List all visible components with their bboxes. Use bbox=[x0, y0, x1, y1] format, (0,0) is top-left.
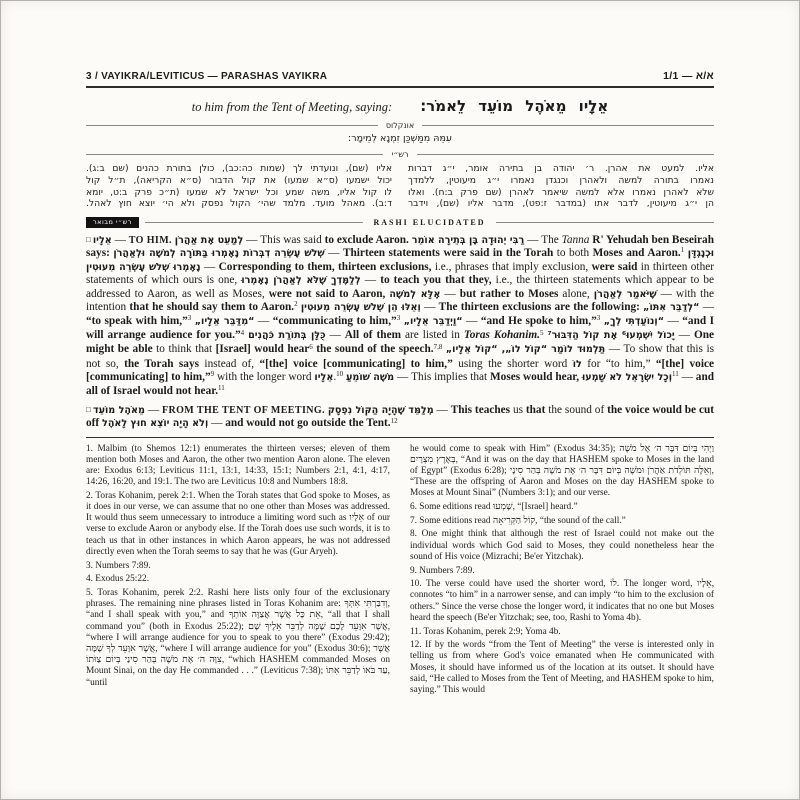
footnote-text: One might think that although the rest of Israel could not make out the individual words which God said to Moses, they could nonetheless hear the sound of His voice (Mizrachi; Be'er Yitzchak). bbox=[410, 529, 715, 562]
text-run: — bbox=[462, 314, 481, 327]
footnote-text: Toras Kohanim, perek 2:1. When the Torah states that God spoke to Moses, as it does in our verse, we can assume that no one other than Moses was addressed. It would thus seem unnecessary to introduce a limiting word such as אֵלָיו of our verse to exclude Aaron or anybody else. If the Torah does use such words, it is to teach us that in other instances in which Aaron appears, he was not addressed directly even when the Torah seems to say that he was (Gur Aryeh). bbox=[86, 490, 390, 557]
text-run: One might be able bbox=[86, 329, 715, 356]
footnote-text: Toras Kohanim, perek 2:9; Yoma 4b. bbox=[423, 626, 561, 637]
text-run: instead of, bbox=[199, 357, 260, 370]
footnote-number: 3. bbox=[86, 560, 96, 571]
divider-line bbox=[86, 125, 378, 126]
text-run: in thirteen other statements of which ours is one, bbox=[86, 261, 714, 287]
text-run: — bbox=[433, 404, 451, 417]
footnote-item bbox=[410, 627, 714, 638]
text-run: — To show that this is not so, bbox=[86, 343, 714, 370]
onkelos-label: אונקלוס bbox=[385, 121, 415, 130]
text-run: “and He spoke to him,” bbox=[480, 314, 597, 327]
text-run: R' Yehudah ben Beseirah says: bbox=[86, 233, 714, 259]
footnote-text: Exodus 25:22. bbox=[95, 574, 150, 585]
text-run: — This was said bbox=[243, 233, 325, 246]
text-run: — with the intention bbox=[86, 287, 714, 313]
hebrew-phrase: “וַיְדַבֵּר אֵלָיו„ bbox=[403, 315, 463, 327]
text-run: were said bbox=[591, 261, 638, 274]
rashi-line: שלא לאהרן נאמרו אלא למשה שיאמר לאהרן (שם פרק ב:ח). ואלו bbox=[408, 186, 714, 198]
footnote-number: 4. bbox=[86, 574, 96, 585]
rashi-line: הן י״ג מיעוטין, לדבר אתו (במדבר ז:פט), מדבר אליו (שם), וידבר bbox=[408, 198, 714, 210]
text-run: us bbox=[510, 404, 526, 417]
rashi-column-right bbox=[408, 163, 714, 210]
text-run: TO HIM. bbox=[128, 234, 172, 246]
footnote-text: Numbers 7:89. bbox=[419, 565, 475, 576]
text-run: Toras Kohanim. bbox=[463, 329, 540, 342]
hebrew-phrase: מֹשֶׁה שׁוֹמֵעַ bbox=[346, 371, 395, 383]
footnote-ref: 11 bbox=[672, 370, 679, 379]
footnote-item bbox=[410, 444, 714, 500]
elucidated-paragraph-tent-of-meeting bbox=[86, 404, 714, 431]
text-run: All of them bbox=[344, 329, 401, 342]
section-marker: □ bbox=[86, 405, 93, 415]
rashi-elucidated-label: RASHI ELUCIDATED bbox=[373, 217, 486, 227]
verse-hebrew: אֵלָיו מֵאֹהֶל מוֹעֵד לֵאמֹר: bbox=[420, 97, 609, 115]
hebrew-phrase: שְׁלֹשׁ עֶשְׂרֵה דִבְּרוֹת נֶאֶמְרוּ בַּתּוֹרָה לְמֹשֶׁה וּלְאַהֲרֹן bbox=[113, 247, 325, 259]
text-run: to both bbox=[553, 246, 593, 259]
text-run: — bbox=[674, 329, 694, 342]
text-run: — bbox=[678, 370, 696, 383]
text-run: Corresponding to them, thirteen exclusions, bbox=[218, 261, 432, 274]
text-run: for “to him,” bbox=[581, 357, 656, 370]
footnote-item bbox=[410, 579, 714, 624]
divider-line bbox=[417, 154, 714, 155]
footnote-item bbox=[86, 574, 390, 585]
footnote-ref: 12 bbox=[390, 416, 398, 425]
hebrew-phrase: “מִדַּבֵּר אֵלָיו„ bbox=[194, 315, 255, 327]
text-run: — bbox=[420, 300, 439, 313]
footnote-text: The verse could have used the shorter word, לוֹ. The longer word, אֵלָיו, connotes “to him” in a narrower sense, and can imply “to him to the exclusion of others.” Since the verse chose the longer word, it indicates that no one but Moses heard the speech (Be'er Yitzchak; see, too, Rashi to Yoma 4b). bbox=[410, 579, 715, 623]
text-run: — bbox=[325, 329, 345, 342]
text-run: but rather to Moses bbox=[459, 287, 559, 300]
hebrew-phrase: לְלַמֶּדְךָ שֶׁלֹּא לְאַהֲרֹן נֶאֶמְרוּ bbox=[241, 275, 361, 287]
text-run: Moses would hear, bbox=[490, 370, 580, 383]
verse-row bbox=[86, 97, 714, 115]
header-title: 3 / VAYIKRA/LEVITICUS — PARASHAS VAYIKRA bbox=[86, 71, 328, 82]
divider-line bbox=[145, 222, 363, 223]
rashi-line: ד:ב). מאהל מועד. מלמד שהי׳ הקול נפסק ולא הי׳ יוצא חוץ לאהל. bbox=[86, 198, 392, 210]
footnote-ref: 1 bbox=[680, 246, 685, 255]
rashi-line: אליו. למעט את אהרן. ר׳ יהודה בן בתירה אומר, י״ג דברות bbox=[408, 163, 714, 174]
rashi-elucidated-tab: רש״י מבואר bbox=[86, 217, 139, 228]
text-run: using the shorter word bbox=[452, 357, 573, 370]
text-run: — The bbox=[524, 233, 562, 246]
text-run: “to speak with him,” bbox=[86, 314, 188, 327]
footnote-number: 5. bbox=[86, 587, 98, 598]
footnote-number: 11. bbox=[410, 626, 424, 637]
text-run: the sound of bbox=[545, 404, 608, 417]
text-run: i.e., the thirteen statements which appear to be addressed to Aaron, as well as Moses, bbox=[86, 274, 715, 300]
hebrew-phrase: לְמַעֵט אֶת אַהֲרֹן bbox=[174, 234, 244, 246]
footnote-text: Toras Kohanim, perek 2:2. Rashi here lists only four of the exclusionary phrases. The remaining nine phrases listed in Toras Kohanim are: וְדִבַּרְתִּי אִתְּךָ, “and I shall speak with you,” and אֵת כָּל אֲשֶׁר אֲצַוֶּה אוֹתְךָ, “all that I shall command you” (both in Exodus 25:22); אֲשֶׁר אִוָּעֵד לָכֶם שָׁמָּה לְדַבֵּר אֵלֶיךָ שָׁם, “where I will arrange audience for you to speak to you there” (Exodus 29:42); אֲשֶׁר אִוָּעֵד לְךָ שָׁמָּה, “where I will arrange audience for you” (Exodus 30:6); אֲשֶׁר צִוָּה ה׳ אֶת מֹשֶׁה בְּהַר סִינַי בְּיוֹם צַוֹּתוֹ, “which HASHEM commanded Moses on Mount Sinai, on the day He commanded . . .” (Leviticus 7:38); עַד בֹּאוֹ לְדַבֵּר אִתּוֹ, “until bbox=[86, 587, 391, 688]
footnote-item bbox=[410, 516, 714, 527]
hebrew-phrase: לוֹ bbox=[572, 358, 582, 370]
text-run: to teach you that they, bbox=[380, 274, 492, 287]
text-run: The thirteen exclusions are the following: bbox=[438, 300, 640, 313]
text-run: i.e., phrases that imply exclusion, bbox=[431, 261, 592, 274]
footnote-item bbox=[410, 529, 714, 563]
text-run: “[the] voice [communicating] to him,” bbox=[86, 357, 714, 383]
text-run: are listed in bbox=[401, 329, 464, 342]
text-run: the Torah says bbox=[124, 357, 200, 370]
footnote-item bbox=[86, 561, 390, 572]
text-run: — bbox=[208, 417, 226, 430]
text-run: were not said to Aaron, bbox=[268, 287, 386, 300]
footnote-item bbox=[410, 640, 714, 696]
footnote-ref: 5 bbox=[539, 328, 544, 337]
text-run: and would not go outside the Tent. bbox=[225, 417, 391, 430]
section-marker: □ bbox=[86, 234, 93, 244]
text-run: This teaches bbox=[450, 404, 511, 417]
verse-translation: to him from the Tent of Meeting, saying: bbox=[191, 100, 393, 114]
hebrew-phrase: וְאֵלּוּ הֵן שְׁלֹשׁ עֶשְׂרֵה מִעוּטִין bbox=[300, 301, 421, 313]
hebrew-phrase: יָכוֹל יִשְׁמְעוּ⁶ אֶת קוֹל הַדִּבּוּר⁷ bbox=[547, 330, 675, 342]
footnote-ref: 3 bbox=[396, 314, 401, 323]
rashi-label: רש״י bbox=[391, 150, 409, 159]
rashi-line: נאמרו בתורה למשה ולאהרן וכנגדן נאמרו י״ג מיעוטין, ללמדך bbox=[408, 174, 714, 186]
text-run: that bbox=[525, 404, 546, 417]
hebrew-phrase: וְלֹא הָיָה יוֹצֵא חוּץ לָאֹהֶל bbox=[102, 418, 209, 430]
text-run: alone, bbox=[558, 287, 594, 300]
hebrew-phrase: אֶלָּא לְמֹשֶׁה bbox=[389, 288, 441, 300]
footnote-ref: 6 bbox=[309, 342, 313, 351]
text-run: to think that bbox=[152, 343, 216, 356]
footnotes-column-right bbox=[410, 444, 714, 699]
footnote-text: Some editions read קוֹל הַקְּרִיאָה, “the sound of the call.” bbox=[419, 515, 626, 526]
footnote-ref: 7,8 bbox=[433, 342, 443, 351]
hebrew-phrase: מְלַמֵּד שֶׁהָיָה הַקּוֹל נִפְסָק bbox=[327, 405, 434, 417]
page-header bbox=[86, 70, 714, 88]
hebrew-phrase: “לְדַבֵּר אִתּוֹ„ bbox=[643, 301, 700, 313]
text-run: — bbox=[144, 404, 162, 417]
onkelos-text: עִמֵּהּ מִמַּשְׁכַּן זִמְנָא לְמֵימָר: bbox=[348, 133, 452, 144]
header-verse-ref: 1/1 — א/א bbox=[663, 70, 714, 82]
footnote-text: Numbers 7:89. bbox=[95, 560, 151, 571]
footnote-number: 1. bbox=[86, 443, 98, 454]
hebrew-phrase: וּכְנֶגְדָּן נֶאֶמְרוּ שְׁלֹשׁ עֶשְׂרֵה מִעוּטִין bbox=[86, 247, 714, 274]
footnote-ref: 4 bbox=[240, 328, 245, 337]
footnote-text: Malbim (to Shemos 12:1) enumerates the thirteen verses; eleven of them mention both Moses and Aaron, the other two mention Aaron alone. The eleven are: Exodus 6:13; Leviticus 11:1, 13:1, 14:33, 15:1; Numbers 2:1, 4:1, 4:17, 14:26, 16:20, and 19:1. The two are Leviticus 10:8 and Numbers 18:8. bbox=[86, 443, 390, 488]
text-run: “communicating to him,” bbox=[272, 314, 397, 327]
rashi-line: יכול ישמעו (ס״א שמעו) את קול הדבור (ס״א הקריאה), ת״ל קול bbox=[86, 174, 392, 186]
hebrew-phrase: מֵאֹהֶל מוֹעֵד bbox=[92, 405, 145, 417]
footnote-number: 9. bbox=[410, 565, 420, 576]
text-run: to exclude Aaron. bbox=[324, 233, 409, 246]
hebrew-phrase: שֶׁיֹּאמַר לְאַהֲרֹן bbox=[593, 288, 657, 300]
rashi-elucidated-divider bbox=[86, 217, 714, 228]
text-run: — bbox=[200, 261, 219, 274]
footnote-ref: 3 bbox=[187, 314, 192, 323]
footnote-item bbox=[86, 491, 390, 558]
footnote-ref: 11 bbox=[218, 384, 225, 393]
text-run: — bbox=[254, 314, 273, 327]
rashi-line: לו קול אליו, משה שמע וכל ישראל לא שמעו (ת״כ פרק ב:ט, יומא bbox=[86, 186, 392, 198]
footnote-ref: 9 bbox=[210, 370, 215, 379]
footnote-number: 6. bbox=[410, 502, 420, 513]
text-run: FROM THE TENT OF MEETING. bbox=[162, 405, 325, 417]
text-run: the sound of the speech. bbox=[316, 343, 434, 356]
divider-line bbox=[422, 125, 714, 126]
text-run: [Israel] would hear bbox=[215, 343, 310, 356]
text-run: — This implies that bbox=[394, 370, 491, 383]
footnote-number: 10. bbox=[410, 579, 426, 590]
text-run: with the longer word bbox=[214, 370, 315, 383]
footnote-ref: 10 bbox=[336, 370, 344, 379]
text-run: Moses and Aaron. bbox=[592, 246, 681, 259]
text-run: Thirteen statements were said in the Torah bbox=[342, 246, 554, 259]
text-run: that he should say them to Aaron. bbox=[129, 300, 295, 313]
footnote-item bbox=[86, 588, 390, 689]
rashi-column-left bbox=[86, 163, 392, 210]
footnotes-column-left bbox=[86, 444, 390, 699]
text-run: — bbox=[324, 246, 343, 259]
hebrew-phrase: כֻּלָּן בְּתוֹרַת כֹּהֲנִים bbox=[248, 330, 326, 342]
text-run: — bbox=[664, 314, 683, 327]
onkelos-divider bbox=[86, 121, 714, 130]
elucidated-paragraph-to-him bbox=[86, 234, 714, 399]
footnote-item bbox=[410, 566, 714, 577]
footnote-text: Some editions read שָׁמְעוּ, “[Israel] heard.” bbox=[419, 502, 578, 513]
footnote-number: 7. bbox=[410, 515, 420, 526]
footnote-ref: 3 bbox=[596, 314, 601, 323]
footnote-number: 8. bbox=[410, 529, 422, 540]
hebrew-phrase: וְכָל יִשְׂרָאֵל לֹא שָׁמְעוּ bbox=[582, 371, 673, 383]
text-run: Tanna bbox=[561, 233, 590, 246]
text-run: — bbox=[699, 300, 715, 313]
rashi-line: אליו (שם), ונועדתי לך (שמות כה:כב), כולן בתורת כהנים (שם ב:ג). bbox=[86, 163, 392, 174]
hebrew-phrase: תַּלְמוּד לוֹמַר “קוֹל לוֹ„, “קוֹל אֵלָיו„ bbox=[445, 344, 606, 356]
hebrew-phrase: אֵלָיו bbox=[92, 234, 112, 246]
text-run: — bbox=[111, 233, 129, 246]
footnote-number: 2. bbox=[86, 490, 96, 501]
footnote-number: 12. bbox=[410, 640, 426, 651]
text-run: and all of Israel would not hear. bbox=[86, 370, 715, 397]
footnotes-divider bbox=[86, 437, 714, 438]
hebrew-phrase: רַבִּי יְהוּדָה בֶּן בְּתֵירָה אוֹמֵר bbox=[411, 234, 525, 246]
hebrew-phrase: “וְנוֹעַדְתִּי לְךָ„ bbox=[603, 315, 665, 327]
divider-line bbox=[86, 154, 383, 155]
text-run: . bbox=[333, 370, 337, 383]
text-run: “and I will arrange audience for you.” bbox=[86, 314, 714, 342]
footnote-item bbox=[410, 502, 714, 513]
text-run: — bbox=[440, 287, 460, 300]
divider-line bbox=[496, 222, 714, 223]
rashi-hebrew-section bbox=[86, 163, 714, 210]
footnote-text: he would come to speak with Him” (Exodus 34:35); וַיְהִי בְּיוֹם דִּבֶּר ה׳ אֶל מֹשֶׁה בְּאֶרֶץ מִצְרָיִם, “And it was on the day that HASHEM spoke to Moses in the land of Egypt” (Exodus 6:28); וְאֵלֶּה תּוֹלְדֹת אַהֲרֹן וּמֹשֶׁה בְּיוֹם דִּבֶּר ה׳ אֶת מֹשֶׁה בְּהַר סִינָי, “These are the offspring of Aaron and Moses on the day HASHEM spoke to Moses at Mount Sinai” (Numbers 3:1); and our verse. bbox=[410, 443, 714, 499]
text-run: the voice would be cut off bbox=[86, 404, 715, 430]
footnote-ref: 2 bbox=[294, 300, 298, 309]
text-run: — bbox=[360, 274, 381, 287]
text-run: “[the] voice [communicating] to him,” bbox=[259, 357, 453, 370]
elucidated-commentary bbox=[86, 234, 714, 432]
footnote-item bbox=[86, 444, 390, 489]
footnote-text: If by the words “from the Tent of Meeting” the verse is interested only in telling us from where God's voice emanated when He communicated with Moses, it should have informed us of the location at its outset. It should have said, “He called to Moses from the Tent of Meeting, and HASHEM spoke to him, saying.” This would bbox=[410, 640, 715, 696]
footnotes-section bbox=[86, 444, 714, 699]
hebrew-phrase: אֵלָיו bbox=[314, 371, 334, 383]
rashi-divider bbox=[86, 150, 714, 159]
